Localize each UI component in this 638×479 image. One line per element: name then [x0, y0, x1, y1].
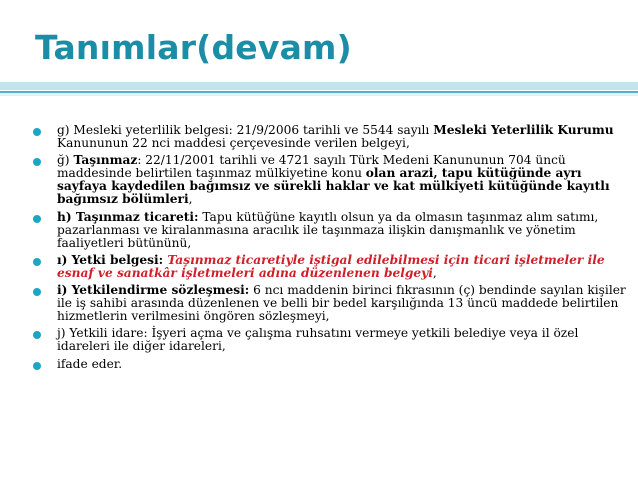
definition-term: ı) Yetki belgesi:: [57, 252, 168, 267]
definition-text: Kanununun 22 nci maddesi çerçevesinde verilen belgeyi,: [57, 136, 410, 151]
title-divider: [0, 82, 638, 90]
definition-item-h: [14, 211, 626, 250]
definition-bold: Mesleki Yeterlilik Kurumu: [433, 123, 614, 137]
definition-item-i-dotless: [14, 254, 626, 280]
definition-text: Tapu kütüğüne kayıtlı olsun ya da olmasın taşınmaz alım satımı, pazarlanması ve kiralanmasına aracılık ile taşınmaza ilişkin danışmanlık ve yönetim faaliyetleri bütününü,: [57, 209, 599, 250]
bullet-icon: [33, 158, 41, 166]
title-bar: [0, 0, 638, 118]
definition-text: j) Yetkili idare: İşyeri açma ve çalışma ruhsatını vermeye yetkili belediye veya il özel idareleri ile diğer idareleri,: [57, 326, 579, 354]
title-divider-accent: [0, 93, 638, 96]
definition-text: ,: [188, 192, 193, 207]
definition-highlight: Taşınmaz ticaretiyle iştigal edilebilmesi için ticari işletmeler ile esnaf ve sanatkâr işletmeleri adına düzenlenen belgeyi: [57, 252, 605, 280]
slide-title: Tanımlar(devam): [35, 28, 352, 67]
definition-term: h) Taşınmaz ticareti:: [57, 209, 199, 224]
bullet-icon: [33, 288, 41, 296]
definition-item-g: [14, 124, 626, 150]
bullet-icon: [33, 331, 41, 339]
definition-bold: olan arazi, tapu kütüğünde ayrı sayfaya kaydedilen bağımsız ve sürekli haklar ve kat mülkiyeti kütüğünde kayıtlı bağımsız bölümleri: [57, 166, 610, 207]
definition-text: ifade eder.: [57, 356, 123, 371]
definition-item-i: [14, 284, 626, 323]
bullet-icon: [33, 215, 41, 223]
bullet-icon: [33, 128, 41, 136]
definition-text: g) Mesleki yeterlilik belgesi: 21/9/2006 tarihli ve 5544 sayılı: [57, 123, 434, 137]
definition-term: Taşınmaz: [73, 153, 138, 168]
definition-term: i) Yetkilendirme sözleşmesi:: [57, 283, 250, 298]
bullet-icon: [33, 258, 41, 266]
definition-item-j: [14, 327, 626, 353]
bullet-icon: [33, 362, 41, 370]
definition-list: [14, 124, 626, 375]
definition-text: 6 ncı maddenin birinci fıkrasının (ç) bendinde sayılan kişiler ile iş sahibi arasında düzenlenen ve belli bir bedel karşılığında 13 üncü maddede belirtilen hizmetlerin verilmesini öngören sözleşmeyi,: [57, 283, 626, 324]
definition-text: ,: [432, 265, 437, 280]
definition-text: : 22/11/2001 tarihli ve 4721 sayılı Türk Medeni Kanununun 704 üncü maddesinde belirtilen taşınmaz mülkiyetine konu: [57, 153, 566, 181]
definition-item-closing: [14, 358, 626, 371]
definition-text: ğ): [57, 153, 74, 168]
definition-item-gg: [14, 154, 626, 206]
